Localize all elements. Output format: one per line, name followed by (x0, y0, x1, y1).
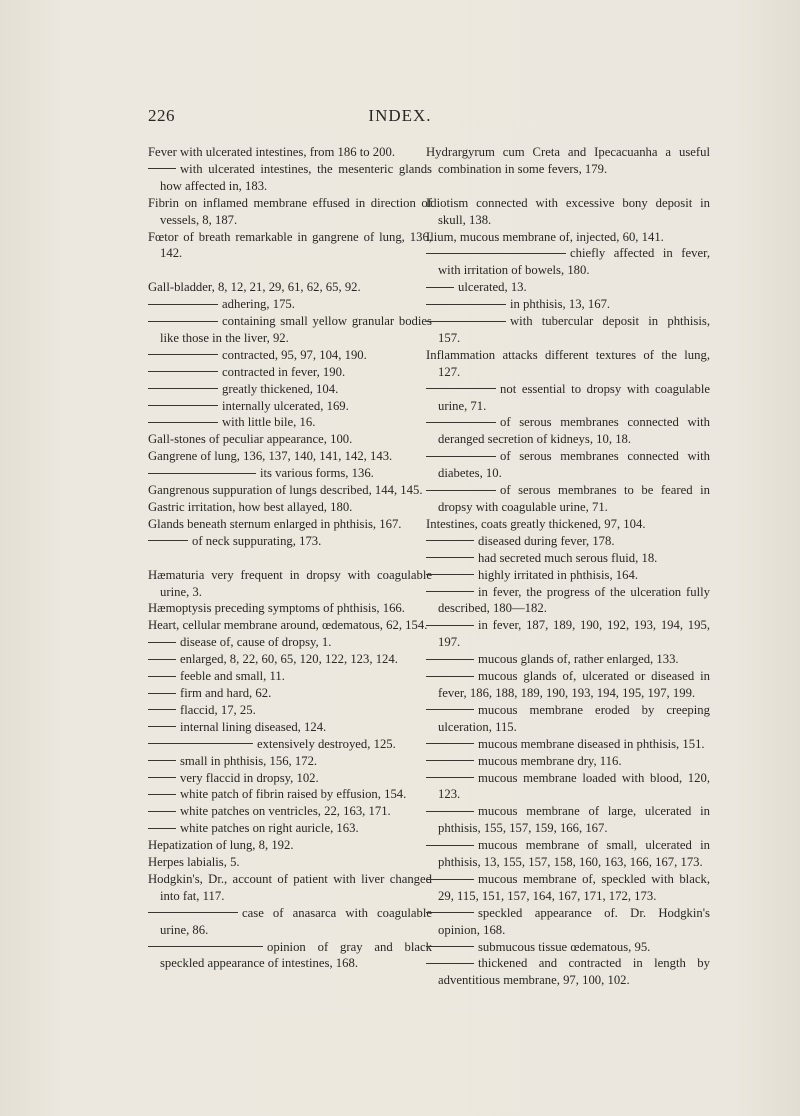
index-entry-text: opinion of gray and black speckled appearance of intestines, 168. (160, 939, 432, 971)
ditto-dash (426, 709, 474, 710)
index-entry (148, 685, 432, 702)
index-entry (148, 803, 432, 820)
index-entry-text: with little bile, 16. (222, 415, 316, 430)
index-entry (148, 313, 432, 347)
index-entry (426, 414, 710, 448)
index-entry (148, 161, 432, 195)
index-entry-text: small in phthisis, 156, 172. (180, 753, 318, 768)
index-entry-text: mucous membrane of large, ulcerated in phthisis, 155, 157, 159, 166, 167. (438, 804, 710, 836)
index-entry-text: Hæmoptysis preceding symptoms of phthisis, 166. (148, 601, 405, 616)
index-entry-text: firm and hard, 62. (180, 685, 272, 700)
index-entry-text: Intestines, coats greatly thickened, 97, 104. (426, 516, 646, 531)
index-entry-text: Hydrargyrum cum Creta and Ipecacuanha a useful combination in some fevers, 179. (426, 145, 710, 176)
index-entry-text: adhering, 175. (222, 297, 295, 312)
index-entry (426, 279, 710, 296)
index-entry-text: Gall-bladder, 8, 12, 21, 29, 61, 62, 65, 92. (148, 280, 361, 295)
index-entry (148, 229, 432, 263)
index-entry (426, 296, 710, 313)
index-entry-text: mucous membrane diseased in phthisis, 151. (478, 736, 705, 751)
index-entry (426, 533, 710, 550)
page-number: 226 (148, 106, 175, 125)
ditto-dash (148, 676, 176, 677)
index-entry-text: in fever, the progress of the ulceration fully described, 180—182. (438, 584, 710, 616)
index-entry (426, 871, 710, 905)
index-entry-text: greatly thickened, 104. (222, 381, 339, 396)
index-entry-text: of serous membranes connected with deranged secretion of kidneys, 10, 18. (438, 415, 710, 447)
index-entry-text: Fibrin on inflamed membrane effused in direction of vessels, 8, 187. (148, 195, 432, 227)
index-entry-text: chiefly affected in fever, with irritation of bowels, 180. (438, 246, 710, 278)
index-entry-text: containing small yellow granular bodies like those in the liver, 92. (160, 314, 432, 345)
index-entry-text: mucous glands of, rather enlarged, 133. (478, 652, 679, 667)
index-entry-text: mucous membrane of, speckled with black, 29, 115, 151, 157, 164, 167, 171, 172, 173. (438, 871, 710, 903)
index-entry-text: Hodgkin's, Dr., account of patient with liver changed into fat, 117. (148, 871, 432, 903)
ditto-dash (148, 760, 176, 761)
index-entry-text: of serous membranes connected with diabetes, 10. (438, 449, 710, 481)
index-entry (426, 702, 710, 736)
ditto-dash (426, 557, 474, 558)
index-entry (148, 634, 432, 651)
index-entry (148, 431, 432, 448)
index-entry (148, 398, 432, 415)
ditto-dash (148, 405, 218, 406)
ditto-dash (426, 760, 474, 761)
ditto-dash (148, 321, 218, 322)
index-entry (426, 516, 710, 533)
index-entry (148, 837, 432, 854)
index-entry (148, 905, 432, 939)
ditto-dash (426, 490, 496, 491)
ditto-dash (148, 709, 176, 710)
index-entry (426, 651, 710, 668)
ditto-dash (426, 253, 566, 254)
index-entry (148, 939, 432, 973)
ditto-dash (426, 946, 474, 947)
ditto-dash (426, 659, 474, 660)
ditto-dash (426, 591, 474, 592)
index-entry (148, 854, 432, 871)
index-entry-text: in fever, 187, 189, 190, 192, 193, 194, 195, 197. (438, 618, 710, 650)
index-entry-text: Glands beneath sternum enlarged in phthisis, 167. (148, 516, 402, 531)
index-entry (426, 381, 710, 415)
index-entry (426, 347, 710, 381)
index-entry-text: mucous membrane of small, ulcerated in phthisis, 13, 155, 157, 158, 160, 163, 166, 167, 173. (438, 838, 710, 870)
index-entry-text: of serous membranes to be feared in dropsy with coagulable urine, 71. (438, 483, 710, 515)
index-entry (148, 533, 432, 550)
index-entry-text: extensively destroyed, 125. (257, 736, 396, 751)
index-entry-text: Heart, cellular membrane around, œdematous, 62, 154. (148, 618, 428, 633)
index-entry-text: very flaccid in dropsy, 102. (180, 770, 319, 785)
ditto-dash (426, 304, 506, 305)
index-entry (426, 837, 710, 871)
index-entry (148, 651, 432, 668)
index-entry (148, 296, 432, 313)
index-entry (148, 668, 432, 685)
ditto-dash (148, 659, 176, 660)
index-entry (148, 567, 432, 601)
index-entry-text: Gangrenous suppuration of lungs described, 144, 145. (148, 483, 423, 498)
index-entry (426, 245, 710, 279)
index-entry (148, 465, 432, 482)
ditto-dash (426, 676, 474, 677)
index-entry (426, 482, 710, 516)
index-entry (426, 770, 710, 804)
ditto-dash (148, 422, 218, 423)
ditto-dash (426, 574, 474, 575)
right-index-column (426, 144, 710, 989)
index-entry (426, 617, 710, 651)
index-entry-text: internally ulcerated, 169. (222, 398, 349, 413)
index-entry-text: in phthisis, 13, 167. (510, 297, 611, 312)
index-entry (148, 516, 432, 533)
index-entry-text: Fever with ulcerated intestines, from 186 to 200. (148, 145, 395, 159)
index-entry-text: Hæmaturia very frequent in dropsy with coagulable urine, 3. (148, 567, 432, 599)
ditto-dash (148, 354, 218, 355)
running-head: INDEX. (368, 106, 432, 125)
index-entry-text: its various forms, 136. (260, 466, 374, 481)
index-entry (148, 448, 432, 465)
index-entry (148, 719, 432, 736)
ditto-dash (148, 642, 176, 643)
index-entry (426, 955, 710, 989)
index-entry-text: not essential to dropsy with coagulable urine, 71. (438, 381, 710, 413)
ditto-dash (426, 625, 474, 626)
index-entry-text: white patches on ventricles, 22, 163, 171. (180, 804, 391, 819)
index-entry-text: contracted in fever, 190. (222, 364, 346, 379)
ditto-dash (148, 540, 188, 541)
index-entry-text: Hepatization of lung, 8, 192. (148, 838, 294, 853)
index-entry (148, 753, 432, 770)
index-entry (426, 736, 710, 753)
ditto-dash (148, 912, 238, 913)
index-entry-text: disease of, cause of dropsy, 1. (180, 635, 332, 650)
index-entry-text: Herpes labialis, 5. (148, 855, 240, 870)
ditto-dash (148, 777, 176, 778)
index-entry-text: submucous tissue œdematous, 95. (478, 939, 651, 954)
index-entry-text: Gall-stones of peculiar appearance, 100. (148, 432, 353, 447)
ditto-dash (148, 743, 253, 744)
index-entry-text: had secreted much serous fluid, 18. (478, 550, 658, 565)
index-entry (426, 803, 710, 837)
index-entry-text: with tubercular deposit in phthisis, 157. (438, 314, 710, 345)
index-entry-text: Ilium, mucous membrane of, injected, 60, 141. (426, 229, 664, 244)
index-entry (148, 279, 432, 296)
index-entry (426, 668, 710, 702)
index-entry-text: enlarged, 8, 22, 60, 65, 120, 122, 123, 124. (180, 652, 398, 667)
index-entry (148, 414, 432, 431)
index-entry-text: feeble and small, 11. (180, 669, 285, 684)
index-entry-text: Fœtor of breath remarkable in gangrene of lung, 136, 142. (148, 229, 432, 261)
index-entry-text: highly irritated in phthisis, 164. (478, 567, 638, 582)
index-entry-text: diseased during fever, 178. (478, 533, 615, 548)
ditto-dash (426, 912, 474, 913)
index-entry (148, 770, 432, 787)
index-entry-text: thickened and contracted in length by adventitious membrane, 97, 100, 102. (438, 956, 710, 988)
index-entry-text: with ulcerated intestines, the mesenteric glands how affected in, 183. (160, 161, 432, 193)
index-entry (148, 617, 432, 634)
index-entry (426, 229, 710, 246)
index-entry-text: case of anasarca with coagulable urine, 86. (160, 905, 432, 937)
index-entry (148, 786, 432, 803)
index-entry (148, 736, 432, 753)
index-entry-text: ulcerated, 13. (458, 280, 527, 295)
ditto-dash (426, 422, 496, 423)
index-entry (148, 364, 432, 381)
index-entry (426, 567, 710, 584)
ditto-dash (148, 693, 176, 694)
index-entry-text: contracted, 95, 97, 104, 190. (222, 347, 367, 362)
index-entry (148, 482, 432, 499)
ditto-dash (148, 794, 176, 795)
index-entry (426, 144, 710, 178)
index-entry (426, 550, 710, 567)
index-entry (148, 381, 432, 398)
ditto-dash (148, 726, 176, 727)
index-entry (426, 313, 710, 347)
index-entry (426, 939, 710, 956)
page-header (0, 106, 800, 130)
index-entry (426, 905, 710, 939)
index-entry-text: Inflammation attacks different textures of the lung, 127. (426, 347, 710, 379)
ditto-dash (426, 845, 474, 846)
index-entry (426, 195, 710, 229)
index-entry-text: flaccid, 17, 25. (180, 702, 256, 717)
index-entry (148, 600, 432, 617)
index-entry-text: white patches on right auricle, 163. (180, 821, 359, 836)
ditto-dash (148, 304, 218, 305)
index-entry-text: of neck suppurating, 173. (192, 533, 322, 548)
index-entry (426, 584, 710, 618)
ditto-dash (148, 946, 263, 947)
ditto-dash (426, 879, 474, 880)
index-entry-text: mucous membrane loaded with blood, 120, 123. (438, 770, 710, 802)
index-entry (148, 499, 432, 516)
ditto-dash (148, 371, 218, 372)
ditto-dash (426, 811, 474, 812)
index-entry (148, 195, 432, 229)
index-entry (148, 347, 432, 364)
ditto-dash (148, 828, 176, 829)
index-entry-text: mucous membrane eroded by creeping ulceration, 115. (438, 702, 710, 734)
index-entry-text: mucous membrane dry, 116. (478, 753, 622, 768)
index-entry (148, 702, 432, 719)
left-index-column (148, 144, 432, 972)
ditto-dash (426, 321, 506, 322)
index-entry-text: Gastric irritation, how best allayed, 180. (148, 500, 353, 515)
index-entry (148, 820, 432, 837)
index-entry-text: mucous glands of, ulcerated or diseased in fever, 186, 188, 189, 190, 193, 194, 195, 197, 199. (438, 669, 710, 700)
ditto-dash (148, 388, 218, 389)
index-entry (148, 871, 432, 905)
ditto-dash (426, 963, 474, 964)
ditto-dash (426, 388, 496, 389)
index-entry-text: Idiotism connected with excessive bony deposit in skull, 138. (426, 195, 710, 227)
ditto-dash (148, 473, 256, 474)
ditto-dash (148, 168, 176, 169)
ditto-dash (426, 287, 454, 288)
index-entry (148, 144, 432, 161)
ditto-dash (426, 777, 474, 778)
ditto-dash (426, 456, 496, 457)
index-entry-text: internal lining diseased, 124. (180, 719, 327, 734)
ditto-dash (426, 540, 474, 541)
index-entry-text: white patch of fibrin raised by effusion, 154. (180, 787, 407, 802)
ditto-dash (426, 743, 474, 744)
index-entry-text: Gangrene of lung, 136, 137, 140, 141, 142, 143. (148, 449, 393, 464)
ditto-dash (148, 811, 176, 812)
index-entry (426, 753, 710, 770)
index-entry-text: speckled appearance of. Dr. Hodgkin's opinion, 168. (438, 905, 710, 937)
index-entry (426, 448, 710, 482)
